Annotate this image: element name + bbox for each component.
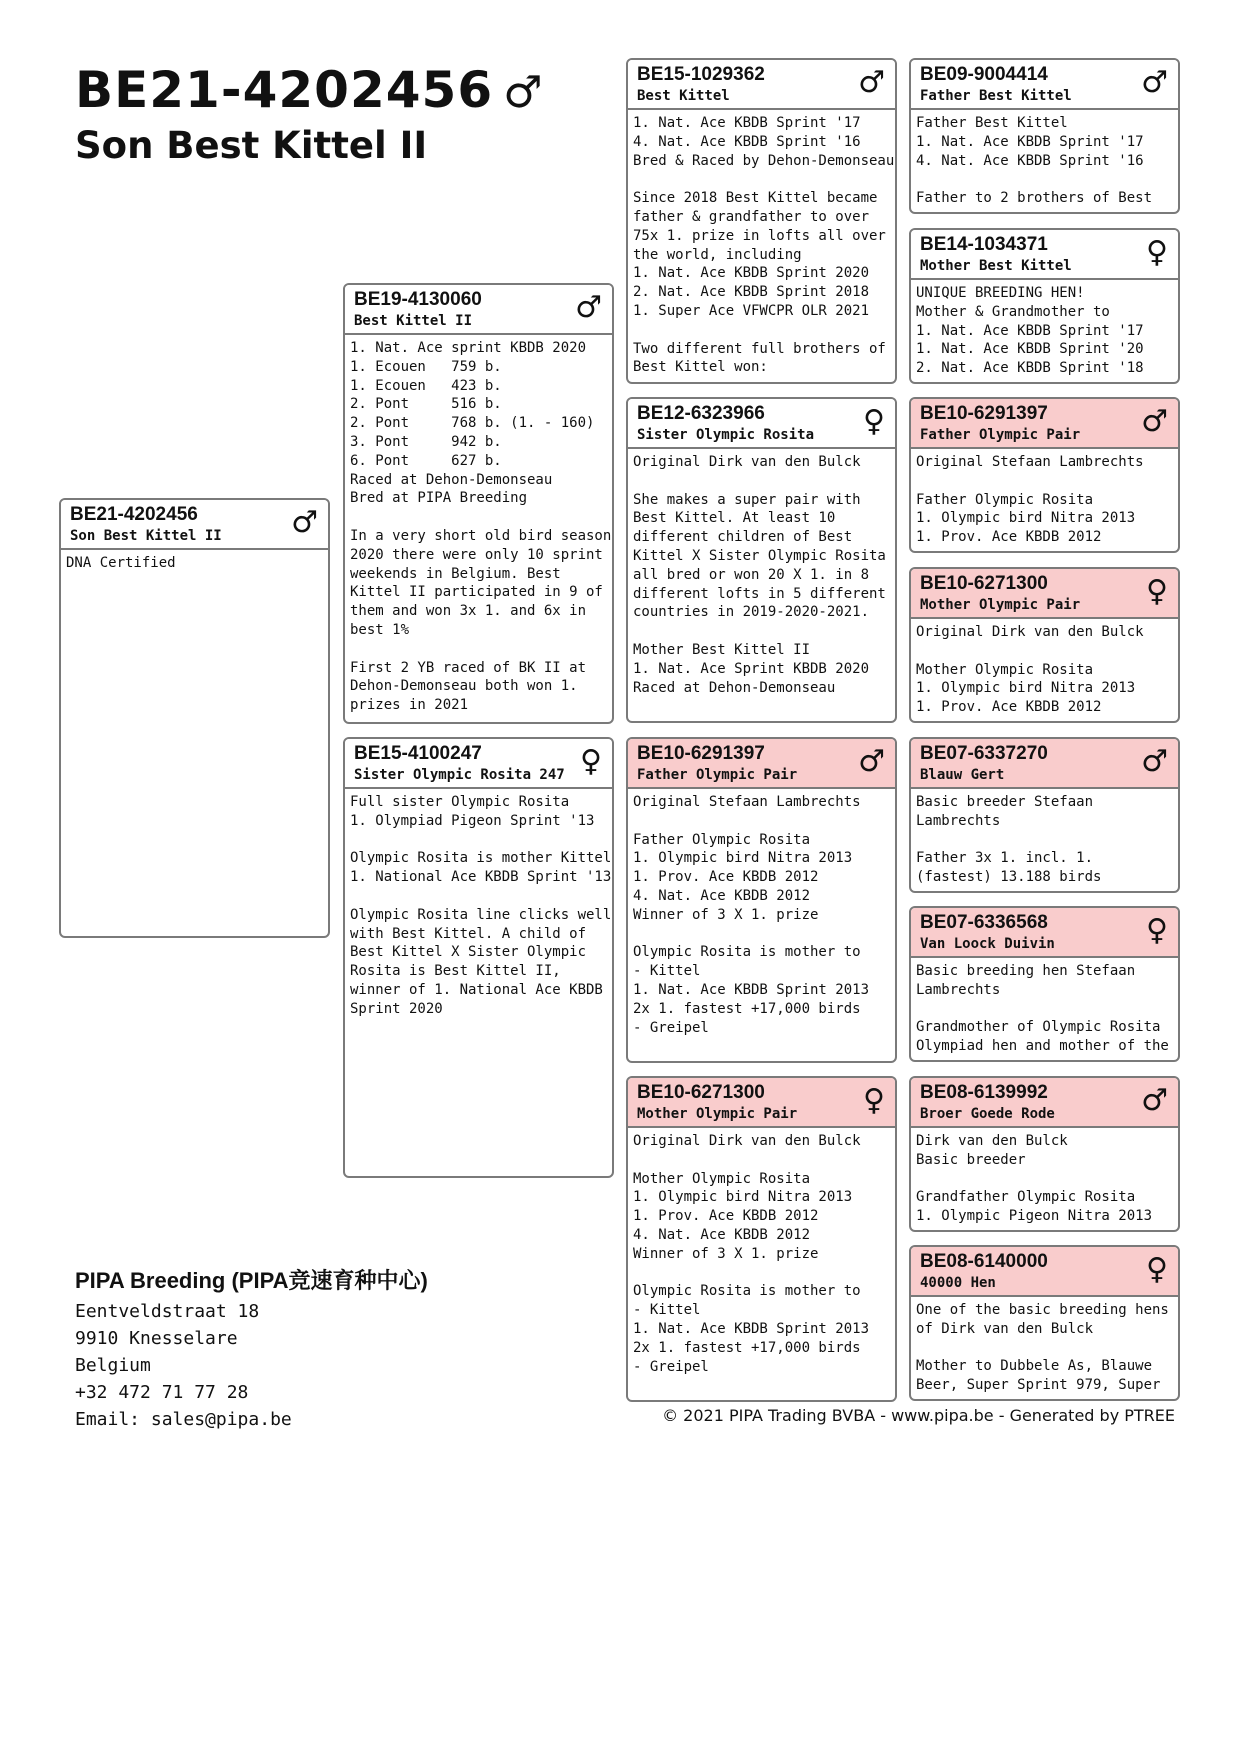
page-title-ring: BE21-4202456 <box>75 61 494 119</box>
pigeon-card <box>909 567 1180 723</box>
pigeon-card-header <box>911 60 1178 110</box>
pigeon-ring-number: BE07-6336568 <box>920 912 1048 933</box>
pigeon-description: Dirk van den Bulck Basic breeder Grandfather Olympic Rosita 1. Olympic Pigeon Nitra 2013 <box>916 1133 1153 1225</box>
pigeon-card <box>909 58 1180 214</box>
pigeon-card-header <box>911 399 1178 449</box>
pigeon-description: Basic breeding hen Stefaan Lambrechts Grandmother of Olympic Rosita Olympiad hen and mother of the <box>916 963 1169 1055</box>
pigeon-name: Blauw Gert <box>920 767 1005 783</box>
pigeon-card <box>909 1245 1180 1401</box>
pigeon-name: Sister Olympic Rosita 247 <box>354 767 565 783</box>
pigeon-description: Original Stefaan Lambrechts Father Olympic Rosita 1. Olympic bird Nitra 2013 1. Prov. Ace KBDB 2012 4. Nat. Ace KBDB 2012 Winner of 3 X 1. prize Olympic Rosita is mother to - Kittel 1. Nat. Ace KBDB Sprint 2013 2x 1. fastest +17,000 birds - Greipel <box>633 794 870 1036</box>
pigeon-ring-number: BE15-4100247 <box>354 743 482 764</box>
pigeon-card-header <box>628 399 895 449</box>
pigeon-ring-number: BE10-6291397 <box>920 403 1048 424</box>
female-icon: ♀ <box>1146 235 1168 270</box>
footer-contact: Eentveldstraat 18 9910 Knesselare Belgium +32 472 71 77 28 Email: sales@pipa.be <box>75 1301 292 1430</box>
female-icon: ♀ <box>1146 1252 1168 1287</box>
pigeon-card <box>626 58 897 384</box>
pigeon-ring-number: BE09-9004414 <box>920 64 1048 85</box>
pigeon-card-header <box>628 60 895 110</box>
female-icon: ♀ <box>580 744 602 779</box>
pigeon-card <box>909 1076 1180 1232</box>
footer-organization: PIPA Breeding (PIPA竞速育种中心) <box>75 1268 428 1293</box>
copyright-notice: © 2021 PIPA Trading BVBA - www.pipa.be - Generated by PTREE <box>662 1406 1175 1425</box>
page-title <box>75 60 544 123</box>
pigeon-ring-number: BE07-6337270 <box>920 743 1048 764</box>
pigeon-name: Broer Goede Rode <box>920 1106 1055 1122</box>
pigeon-card-header <box>911 569 1178 619</box>
pigeon-ring-number: BE08-6139992 <box>920 1082 1048 1103</box>
pigeon-card <box>59 498 330 938</box>
pigeon-ring-number: BE14-1034371 <box>920 234 1048 255</box>
male-icon: ♂ <box>1141 1083 1168 1118</box>
male-icon: ♂ <box>858 744 885 779</box>
pigeon-description: Original Dirk van den Bulck Mother Olympic Rosita 1. Olympic bird Nitra 2013 1. Prov. Ace KBDB 2012 4. Nat. Ace KBDB 2012 Winner of 3 X 1. prize Olympic Rosita is mother to - Kittel 1. Nat. Ace KBDB Sprint 2013 2x 1. fastest +17,000 birds - Greipel <box>633 1133 870 1375</box>
pigeon-description: 1. Nat. Ace sprint KBDB 2020 1. Ecouen 759 b. 1. Ecouen 423 b. 2. Pont 516 b. 2. Pont 768 b. (1. - 160) 3. Pont 942 b. 6. Pont 627 b. Raced at Dehon-Demonseau Bred at PIPA Breeding In a very short old bird season 2020 there were only 10 sprint weekends in Belgium. Best Kittel II participated in 9 of them and won 3x 1. and 6x in best 1% First 2 YB raced of BK II at Dehon-Demonseau both won 1. prizes in 2021 <box>350 340 612 714</box>
male-icon: ♂ <box>1141 65 1168 100</box>
pigeon-name: Sister Olympic Rosita <box>637 427 815 443</box>
female-icon: ♀ <box>863 404 885 439</box>
pigeon-card-header <box>911 230 1178 280</box>
page-subtitle: Son Best Kittel II <box>75 124 428 167</box>
pigeon-name: Best Kittel II <box>354 313 473 329</box>
pigeon-card <box>909 737 1180 893</box>
pigeon-card-header <box>345 285 612 335</box>
pigeon-ring-number: BE10-6271300 <box>920 573 1048 594</box>
female-icon: ♀ <box>863 1083 885 1118</box>
pigeon-card <box>626 1076 897 1402</box>
pigeon-card-header <box>911 908 1178 958</box>
pigeon-card-header <box>628 739 895 789</box>
pigeon-name: Father Olympic Pair <box>920 427 1081 443</box>
pigeon-description: One of the basic breeding hens of Dirk van den Bulck Mother to Dubbele As, Blauwe Beer, Super Sprint 979, Super <box>916 1302 1169 1394</box>
pigeon-card-header <box>61 500 328 550</box>
pigeon-card-header <box>345 739 612 789</box>
pigeon-name: 40000 Hen <box>920 1275 996 1291</box>
pigeon-name: Father Olympic Pair <box>637 767 798 783</box>
pigeon-description: Original Dirk van den Bulck Mother Olympic Rosita 1. Olympic bird Nitra 2013 1. Prov. Ace KBDB 2012 <box>916 624 1144 716</box>
pigeon-ring-number: BE19-4130060 <box>354 289 482 310</box>
pigeon-description: Original Dirk van den Bulck She makes a super pair with Best Kittel. At least 10 different children of Best Kittel X Sister Olympic Rosita all bred or won 20 X 1. in 8 different lofts in 5 different countries in 2019-2020-2021. Mother Best Kittel II 1. Nat. Ace Sprint KBDB 2020 Raced at Dehon-Demonseau <box>633 454 886 696</box>
male-icon: ♂ <box>858 65 885 100</box>
pigeon-name: Son Best Kittel II <box>70 528 222 544</box>
pigeon-card <box>343 283 614 724</box>
pigeon-description: DNA Certified <box>66 555 176 571</box>
pigeon-card <box>909 228 1180 384</box>
male-icon: ♂ <box>575 290 602 325</box>
pigeon-ring-number: BE12-6323966 <box>637 403 765 424</box>
pigeon-ring-number: BE21-4202456 <box>70 504 198 525</box>
male-icon: ♂ <box>1141 404 1168 439</box>
pigeon-card-header <box>911 739 1178 789</box>
female-icon: ♀ <box>1146 574 1168 609</box>
pigeon-card-header <box>911 1078 1178 1128</box>
pigeon-name: Mother Olympic Pair <box>637 1106 798 1122</box>
pigeon-name: Mother Olympic Pair <box>920 597 1081 613</box>
male-icon: ♂ <box>1141 744 1168 779</box>
pigeon-card <box>626 737 897 1063</box>
pigeon-ring-number: BE08-6140000 <box>920 1251 1048 1272</box>
pigeon-description: Father Best Kittel 1. Nat. Ace KBDB Sprint '17 4. Nat. Ace KBDB Sprint '16 Father to 2 brothers of Best <box>916 115 1153 207</box>
pigeon-card <box>909 397 1180 553</box>
pigeon-description: UNIQUE BREEDING HEN! Mother & Grandmother to 1. Nat. Ace KBDB Sprint '17 1. Nat. Ace KBDB Sprint '20 2. Nat. Ace KBDB Sprint '18 <box>916 285 1144 377</box>
pigeon-ring-number: BE10-6291397 <box>637 743 765 764</box>
pigeon-name: Van Loock Duivin <box>920 936 1055 952</box>
pigeon-description: Full sister Olympic Rosita 1. Olympiad Pigeon Sprint '13 Olympic Rosita is mother Kittel 1. National Ace KBDB Sprint '13 Olympic Rosita line clicks well with Best Kittel. A child of Best Kittel X Sister Olympic Rosita is Best Kittel II, winner of 1. National Ace KBDB Sprint 2020 <box>350 794 612 1017</box>
female-icon: ♀ <box>1146 913 1168 948</box>
pigeon-description: Original Stefaan Lambrechts Father Olympic Rosita 1. Olympic bird Nitra 2013 1. Prov. Ace KBDB 2012 <box>916 454 1144 546</box>
pigeon-card <box>343 737 614 1178</box>
pigeon-name: Mother Best Kittel <box>920 258 1072 274</box>
pigeon-name: Best Kittel <box>637 88 730 104</box>
pigeon-card-header <box>911 1247 1178 1297</box>
male-icon: ♂ <box>291 505 318 540</box>
pigeon-description: 1. Nat. Ace KBDB Sprint '17 4. Nat. Ace KBDB Sprint '16 Bred & Raced by Dehon-Demonseau Since 2018 Best Kittel became father & grandfather to over 75x 1. prize in lofts all over the world, including 1. Nat. Ace KBDB Sprint 2020 2. Nat. Ace KBDB Sprint 2018 1. Super Ace VFWCPR OLR 2021 Two different full brothers of Best Kittel won: <box>633 115 895 376</box>
pigeon-name: Father Best Kittel <box>920 88 1072 104</box>
male-icon: ♂ <box>503 67 544 118</box>
pigeon-description: Basic breeder Stefaan Lambrechts Father 3x 1. incl. 1. (fastest) 13.188 birds <box>916 794 1102 886</box>
pigeon-card-header <box>628 1078 895 1128</box>
pigeon-card <box>626 397 897 723</box>
pigeon-card <box>909 906 1180 1062</box>
pigeon-ring-number: BE15-1029362 <box>637 64 765 85</box>
pigeon-ring-number: BE10-6271300 <box>637 1082 765 1103</box>
